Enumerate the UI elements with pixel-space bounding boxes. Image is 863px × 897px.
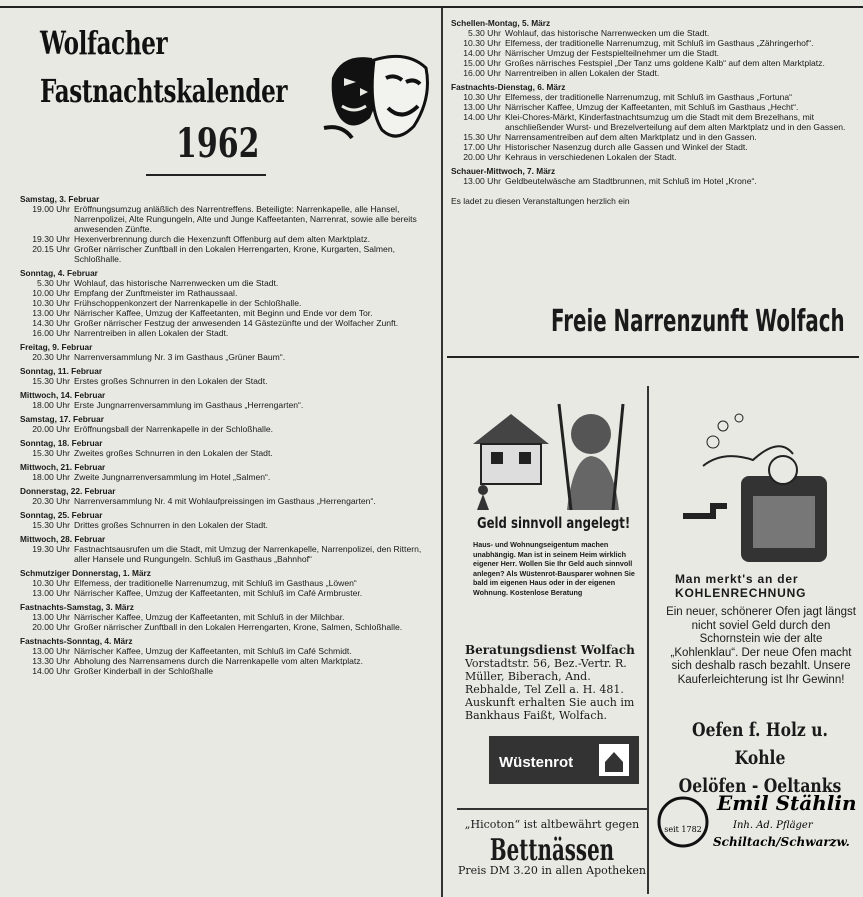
event-time: 18.00 Uhr — [32, 472, 70, 482]
event-text: Frühschoppenkonzert der Narrenkapelle in der Schloßhalle. — [74, 298, 302, 308]
event-time: 15.30 Uhr — [463, 132, 501, 142]
event-row — [20, 278, 432, 288]
event-time: 13.00 Uhr — [463, 102, 501, 112]
event-row — [20, 588, 432, 598]
event-row — [20, 318, 432, 328]
event-time: 14.00 Uhr — [463, 112, 501, 122]
day-heading: Fastnachts-Samstag, 3. März — [20, 602, 134, 612]
ofen-subhead: KOHLENRECHNUNG — [675, 586, 807, 600]
event-time: 18.00 Uhr — [32, 400, 70, 410]
event-time: 14.00 Uhr — [32, 666, 70, 676]
day-heading: Fastnachts-Sonntag, 4. März — [20, 636, 133, 646]
right-schedule — [451, 14, 855, 206]
left-schedule — [20, 190, 432, 676]
event-time: 15.30 Uhr — [32, 520, 70, 530]
event-row — [20, 204, 432, 234]
event-text: Wohlauf, das historische Narrenwecken um die Stadt. — [74, 278, 279, 288]
event-time: 13.00 Uhr — [32, 612, 70, 622]
event-row — [20, 308, 432, 318]
bauspar-headline: Geld sinnvoll angelegt! — [477, 514, 631, 532]
title-line-1: Wolfacher — [40, 24, 168, 62]
day-heading: Schellen-Montag, 5. März — [451, 18, 551, 28]
event-row — [20, 544, 432, 564]
day-heading: Samstag, 17. Februar — [20, 414, 104, 424]
event-text: Klei-Chores-Märkt, Kinderfastnachtsumzug um die Stadt mit dem Brezelhans, mit anschließender Wurst- und Brezelverteilung auf dem alten Marktplatz und in den Gassen. — [505, 112, 846, 132]
house-logo-icon — [597, 742, 631, 778]
event-row — [20, 328, 432, 338]
ofen-body: Ein neuer, schönerer Ofen jagt längst nicht soviel Geld durch den Schornstein wie der alte „Kohlenklau“. Der neue Ofen macht sich deshalb rasch bezahlt. Unsere Kauferleichterung ist Ihr Gewinn! — [666, 606, 856, 686]
bauspar-firm — [465, 644, 649, 722]
event-text: Erstes großes Schnurren in den Lokalen der Stadt. — [74, 376, 268, 386]
event-row — [451, 38, 855, 48]
day-heading: Sonntag, 18. Februar — [20, 438, 103, 448]
day-heading: Sonntag, 4. Februar — [20, 268, 98, 278]
day-heading: Samstag, 3. Februar — [20, 194, 100, 204]
event-row — [20, 646, 432, 656]
event-row — [20, 448, 432, 458]
day-heading: Fastnachts-Dienstag, 6. März — [451, 82, 566, 92]
event-text: Närrischer Umzug der Festspielteilnehmer um die Stadt. — [505, 48, 719, 58]
ads-divider — [647, 386, 649, 894]
event-time: 15.30 Uhr — [32, 448, 70, 458]
event-row — [20, 424, 432, 434]
event-row — [20, 656, 432, 666]
event-time: 20.30 Uhr — [32, 352, 70, 362]
section-rule — [447, 356, 859, 358]
event-row — [20, 298, 432, 308]
event-text: Eröffnungsumzug anläßlich des Narrentreffens. Beteiligte: Narrenkapelle, alle Hansel, Narrenpolizei, Alte Rungungeln, Alte und Junge Kaffeetanten, Narrenrat, sowie alle bereits anwesenden Zünfte. — [74, 204, 417, 234]
event-time: 10.30 Uhr — [463, 38, 501, 48]
event-time: 13.00 Uhr — [32, 308, 70, 318]
event-time: 10.30 Uhr — [463, 92, 501, 102]
event-time: 16.00 Uhr — [32, 328, 70, 338]
hicoton-product: Bettnässen — [489, 833, 615, 868]
event-text: Eröffnungsball der Narrenkapelle in der Schloßhalle. — [74, 424, 274, 434]
event-row — [20, 234, 432, 244]
day-heading: Schmutziger Donnerstag, 1. März — [20, 568, 151, 578]
bauspar-body: Haus- und Wohnungseigentum machen unabhängig. Man ist in seinem Heim wirklich eigener Herr. Wollen Sie Ihr Geld auch sinnvoll anlegen? Als Wüstenrot-Bausparer wohnen Sie bald im eigenen Haus oder in der eigenen Wohnung. Kostenlose Beratung — [473, 540, 635, 597]
event-time: 20.00 Uhr — [32, 424, 70, 434]
event-text: Großer närrischer Zunftball in den Lokalen Herrengarten, Krone, Kurgarten, Salmen, Schloßhalle. — [74, 244, 395, 264]
ofen-headline — [675, 572, 806, 600]
invite-text: Es ladet zu diesen Veranstaltungen herzlich ein — [451, 196, 630, 206]
event-time: 19.30 Uhr — [32, 234, 70, 244]
event-text: Narrensamentreiben auf dem alten Marktplatz und in den Gassen. — [505, 132, 757, 142]
ofen-headline-text: Man merkt's an der — [675, 572, 799, 586]
event-row — [451, 132, 855, 142]
event-text: Narrentreiben in allen Lokalen der Stadt. — [505, 68, 660, 78]
year: 1962 — [176, 120, 260, 167]
event-text: Narrenversammlung Nr. 4 mit Wohlaufpreissingen im Gasthaus „Herrengarten“. — [74, 496, 376, 506]
day-heading: Donnerstag, 22. Februar — [20, 486, 116, 496]
title-line-2: Fastnachtskalender — [40, 72, 288, 110]
ad-separator — [457, 808, 647, 810]
event-time: 14.30 Uhr — [32, 318, 70, 328]
firm-name: Beratungsdienst Wolfach — [465, 643, 635, 657]
event-time: 20.00 Uhr — [32, 622, 70, 632]
event-row — [451, 176, 855, 186]
stamp-text: seit 1782 — [664, 825, 702, 834]
logo-owner: Inh. Ad. Pfläger — [733, 820, 813, 831]
event-text: Wohlauf, das historische Narrenwecken um die Stadt. — [505, 28, 710, 38]
event-time: 13.30 Uhr — [32, 656, 70, 666]
event-time: 19.30 Uhr — [32, 544, 70, 554]
event-time: 20.00 Uhr — [463, 152, 501, 162]
event-text: Elfemess, der traditionelle Narrenumzug, mit Schluß im Gasthaus „Löwen“ — [74, 578, 357, 588]
bauspar-ad — [457, 386, 647, 806]
event-text: Närrischer Kaffee, Umzug der Kaffeetanten, mit Beginn und Ende vor dem Tor. — [74, 308, 373, 318]
right-column — [447, 8, 859, 894]
event-text: Großer närrischer Festzug der anwesenden 14 Gästezünfte und der Wolfacher Zunft. — [74, 318, 399, 328]
event-time: 13.00 Uhr — [32, 588, 70, 598]
event-text: Drittes großes Schnurren in den Lokalen der Stadt. — [74, 520, 268, 530]
event-text: Hexenverbrennung durch die Hexenzunft Offenburg auf dem alten Marktplatz. — [74, 234, 371, 244]
event-text: Elfemess, der traditionelle Narrenumzug, mit Schluß im Gasthaus „Fortuna“ — [505, 92, 793, 102]
organizer-name: Freie Narrenzunft Wolfach — [551, 304, 845, 339]
event-text: Geldbeutelwäsche am Stadtbrunnen, mit Schluß im Hotel „Krone“. — [505, 176, 757, 186]
event-time: 5.30 Uhr — [468, 28, 501, 38]
event-time: 16.00 Uhr — [463, 68, 501, 78]
year-underline — [146, 174, 266, 176]
event-row — [451, 112, 855, 132]
event-text: Empfang der Zunftmeister im Rathaussaal. — [74, 288, 238, 298]
event-row — [20, 352, 432, 362]
products-line-1: Oefen f. Holz u. Kohle — [692, 719, 828, 769]
day-heading: Mittwoch, 21. Februar — [20, 462, 106, 472]
event-text: Närrischer Kaffee, Umzug der Kaffeetanten, mit Schluß im Gasthaus „Hecht“. — [505, 102, 799, 112]
event-row — [451, 152, 855, 162]
ofen-ad — [653, 386, 859, 894]
event-text: Närrischer Kaffee, Umzug der Kaffeetanten, mit Schluß im Café Armbruster. — [74, 588, 363, 598]
stove-illustration-icon — [683, 406, 833, 566]
event-text: Zweite Jungnarrenversammlung im Hotel „Salmen“. — [74, 472, 271, 482]
event-row — [451, 102, 855, 112]
event-row — [451, 48, 855, 58]
event-text: Närrischer Kaffee, Umzug der Kaffeetanten, mit Schluß in der Milchbar. — [74, 612, 345, 622]
hicoton-line: „Hicoton“ ist altbewährt gegen — [464, 818, 640, 831]
firm-address: Vorstadtstr. 56, Bez.-Vertr. R. Müller, Biberach, And. Rebhalde, Tel Zell a. H. 481. Auskunft erhalten Sie auch im Bankhaus Faißt, Wolfach. — [465, 657, 635, 722]
event-row — [20, 578, 432, 588]
event-row — [20, 496, 432, 506]
products-line-2: Oelöfen - Oeltanks — [678, 775, 842, 797]
wuestenrot-logo-box — [489, 736, 639, 784]
event-time: 20.15 Uhr — [32, 244, 70, 254]
event-row — [20, 666, 432, 676]
day-heading: Freitag, 9. Februar — [20, 342, 93, 352]
event-row — [451, 142, 855, 152]
event-time: 19.00 Uhr — [32, 204, 70, 214]
event-row — [20, 288, 432, 298]
carnival-mask-icon — [322, 48, 432, 148]
day-heading: Sonntag, 11. Februar — [20, 366, 103, 376]
event-time: 5.30 Uhr — [37, 278, 70, 288]
event-row — [451, 68, 855, 78]
event-text: Zweites großes Schnurren in den Lokalen der Stadt. — [74, 448, 273, 458]
hicoton-ad — [457, 818, 647, 894]
day-heading: Sonntag, 25. Februar — [20, 510, 103, 520]
brand-name: Wüstenrot — [499, 754, 574, 771]
event-text: Großer närrischer Zunftball in den Lokalen Herrengarten, Krone, Salmen, Schloßhalle. — [74, 622, 403, 632]
event-text: Kehraus in verschiedenen Lokalen der Stadt. — [505, 152, 677, 162]
event-time: 17.00 Uhr — [463, 142, 501, 152]
event-time: 15.00 Uhr — [463, 58, 501, 68]
event-row — [20, 400, 432, 410]
event-time: 13.00 Uhr — [32, 646, 70, 656]
event-text: Abholung des Narrensamens durch die Narrenkapelle vom alten Marktplatz. — [74, 656, 363, 666]
event-text: Närrischer Kaffee, Umzug der Kaffeetanten, mit Schluß im Café Schmidt. — [74, 646, 352, 656]
staehlin-logo — [657, 788, 857, 858]
event-text: Erste Jungnarrenversammlung im Gasthaus „Herrengarten“. — [74, 400, 304, 410]
event-time: 14.00 Uhr — [463, 48, 501, 58]
event-text: Elfemess, der traditionelle Narrenumzug, mit Schluß im Gasthaus „Zähringerhof“. — [505, 38, 814, 48]
event-row — [451, 92, 855, 102]
event-time: 15.30 Uhr — [32, 376, 70, 386]
house-illustration-icon — [463, 394, 643, 510]
left-column — [6, 8, 436, 894]
hicoton-price: Preis DM 3.20 in allen Apotheken — [457, 864, 647, 877]
event-time: 13.00 Uhr — [463, 176, 501, 186]
event-time: 10.30 Uhr — [32, 298, 70, 308]
right-schedule-list — [451, 18, 855, 186]
logo-place: Schiltach/Schwarzw. — [713, 835, 850, 849]
column-divider — [441, 8, 443, 897]
event-row — [451, 58, 855, 68]
event-row — [20, 622, 432, 632]
event-time: 10.30 Uhr — [32, 578, 70, 588]
day-heading: Mittwoch, 14. Februar — [20, 390, 106, 400]
event-text: Narrentreiben in allen Lokalen der Stadt. — [74, 328, 229, 338]
day-heading: Mittwoch, 28. Februar — [20, 534, 106, 544]
day-heading: Schauer-Mittwoch, 7. März — [451, 166, 556, 176]
event-text: Fastnachtsausrufen um die Stadt, mit Umzug der Narrenkapelle, Narrenpolizei, den Rittern, aller Hansele und Rungungeln. Schluß im Gasthaus „Bahnhof“ — [74, 544, 422, 564]
event-time: 10.00 Uhr — [32, 288, 70, 298]
event-text: Großer Kinderball in der Schloßhalle — [74, 666, 213, 676]
event-row — [20, 520, 432, 530]
logo-name: Emil Stählin — [717, 791, 857, 815]
event-time: 20.30 Uhr — [32, 496, 70, 506]
event-row — [20, 376, 432, 386]
event-row — [20, 472, 432, 482]
event-text: Historischer Nasenzug durch alle Gassen und Winkel der Stadt. — [505, 142, 748, 152]
event-row — [20, 244, 432, 264]
event-row — [20, 612, 432, 622]
event-text: Narrenversammlung Nr. 3 im Gasthaus „Grüner Baum“. — [74, 352, 286, 362]
event-row — [451, 28, 855, 38]
event-text: Großes närrisches Festspiel „Der Tanz ums goldene Kalb“ auf dem alten Marktplatz. — [505, 58, 825, 68]
